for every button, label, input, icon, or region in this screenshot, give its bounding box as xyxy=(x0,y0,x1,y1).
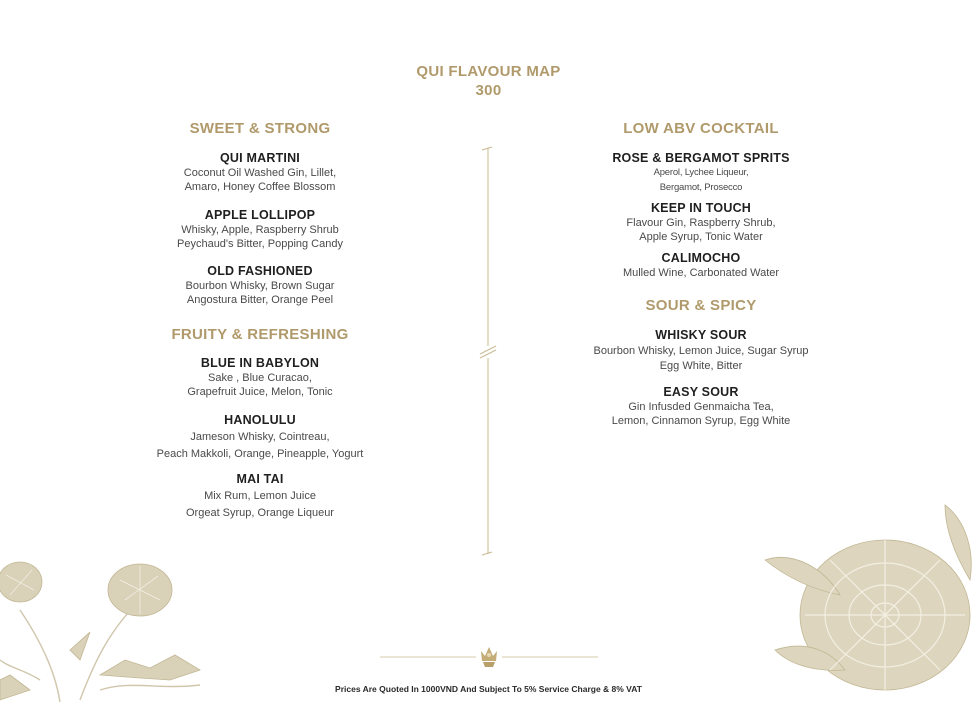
menu-item-whisky-sour xyxy=(570,328,832,373)
section-heading-fruity-refreshing: FRUITY & REFRESHING xyxy=(171,326,349,343)
section-heading-sour-spicy: SOUR & SPICY xyxy=(645,297,757,314)
item-desc-line: Mix Rum, Lemon Juice xyxy=(204,490,316,502)
vertical-divider xyxy=(478,146,498,558)
menu-item-qui-martini xyxy=(130,151,390,194)
item-desc-line: Apple Syrup, Tonic Water xyxy=(639,231,763,243)
item-name: WHISKY SOUR xyxy=(655,328,747,342)
left-column xyxy=(130,120,390,520)
item-desc-line: Bourbon Whisky, Lemon Juice, Sugar Syrup xyxy=(593,345,809,357)
item-name: QUI MARTINI xyxy=(220,151,300,165)
menu-item-blue-in-babylon xyxy=(130,356,390,399)
menu-item-apple-lollipop xyxy=(130,208,390,251)
item-desc-line: Coconut Oil Washed Gin, Lillet, xyxy=(183,167,337,179)
menu-title: QUI FLAVOUR MAP xyxy=(416,63,561,80)
menu-item-rose-bergamot xyxy=(570,151,832,194)
item-name: OLD FASHIONED xyxy=(207,264,313,278)
menu-item-mai-tai xyxy=(130,472,390,520)
item-desc-line: Aperol, Lychee Liqueur, xyxy=(653,167,749,178)
menu-price: 300 xyxy=(475,82,502,99)
item-desc-line: Angostura Bitter, Orange Peel xyxy=(186,294,334,306)
item-name: ROSE & BERGAMOT SPRITS xyxy=(612,151,790,165)
item-desc-line: Lemon, Cinnamon Syrup, Egg White xyxy=(611,415,791,427)
item-name: EASY SOUR xyxy=(663,385,739,399)
item-desc-line: Grapefruit Juice, Melon, Tonic xyxy=(187,386,333,398)
thistle-illustration xyxy=(0,540,215,702)
menu-item-old-fashioned xyxy=(130,264,390,307)
item-desc-line: Flavour Gin, Raspberry Shrub, xyxy=(626,217,776,229)
item-desc-line: Egg White, Bitter xyxy=(659,360,743,372)
item-desc-line: Sake , Blue Curacao, xyxy=(208,372,312,384)
chrysanthemum-illustration xyxy=(745,500,977,702)
menu-header xyxy=(0,62,977,100)
item-desc-line: Orgeat Syrup, Orange Liqueur xyxy=(186,507,334,519)
menu-item-keep-in-touch xyxy=(570,201,832,244)
item-desc-line: Peach Makkoli, Orange, Pineapple, Yogurt xyxy=(156,448,364,460)
menu-item-easy-sour xyxy=(570,385,832,428)
item-name: HANOLULU xyxy=(224,413,296,427)
item-desc-line: Peychaud's Bitter, Popping Candy xyxy=(177,238,343,250)
item-name: BLUE IN BABYLON xyxy=(200,356,320,370)
menu-item-hanolulu xyxy=(130,413,390,461)
item-name: CALIMOCHO xyxy=(661,251,741,265)
section-heading-low-abv: LOW ABV COCKTAIL xyxy=(623,120,779,137)
item-name: APPLE LOLLIPOP xyxy=(204,208,316,222)
item-desc-line: Jameson Whisky, Cointreau, xyxy=(190,431,330,443)
section-heading-sweet-strong: SWEET & STRONG xyxy=(189,120,331,137)
item-desc-line: Bergamot, Prosecco xyxy=(659,182,743,193)
item-desc-line: Amaro, Honey Coffee Blossom xyxy=(184,181,336,193)
right-column xyxy=(570,120,832,428)
item-desc-line: Bourbon Whisky, Brown Sugar xyxy=(185,280,335,292)
item-name: KEEP IN TOUCH xyxy=(650,201,752,215)
price-disclaimer: Prices Are Quoted In 1000VND And Subject To 5% Service Charge & 8% VAT xyxy=(335,684,642,694)
crown-crest-icon xyxy=(478,643,500,669)
item-desc-line: Gin Infusded Genmaicha Tea, xyxy=(628,401,774,413)
menu-item-calimocho xyxy=(570,251,832,280)
item-desc-line: Mulled Wine, Carbonated Water xyxy=(622,267,780,279)
item-name: MAI TAI xyxy=(236,472,284,486)
item-desc-line: Whisky, Apple, Raspberry Shrub xyxy=(181,224,339,236)
